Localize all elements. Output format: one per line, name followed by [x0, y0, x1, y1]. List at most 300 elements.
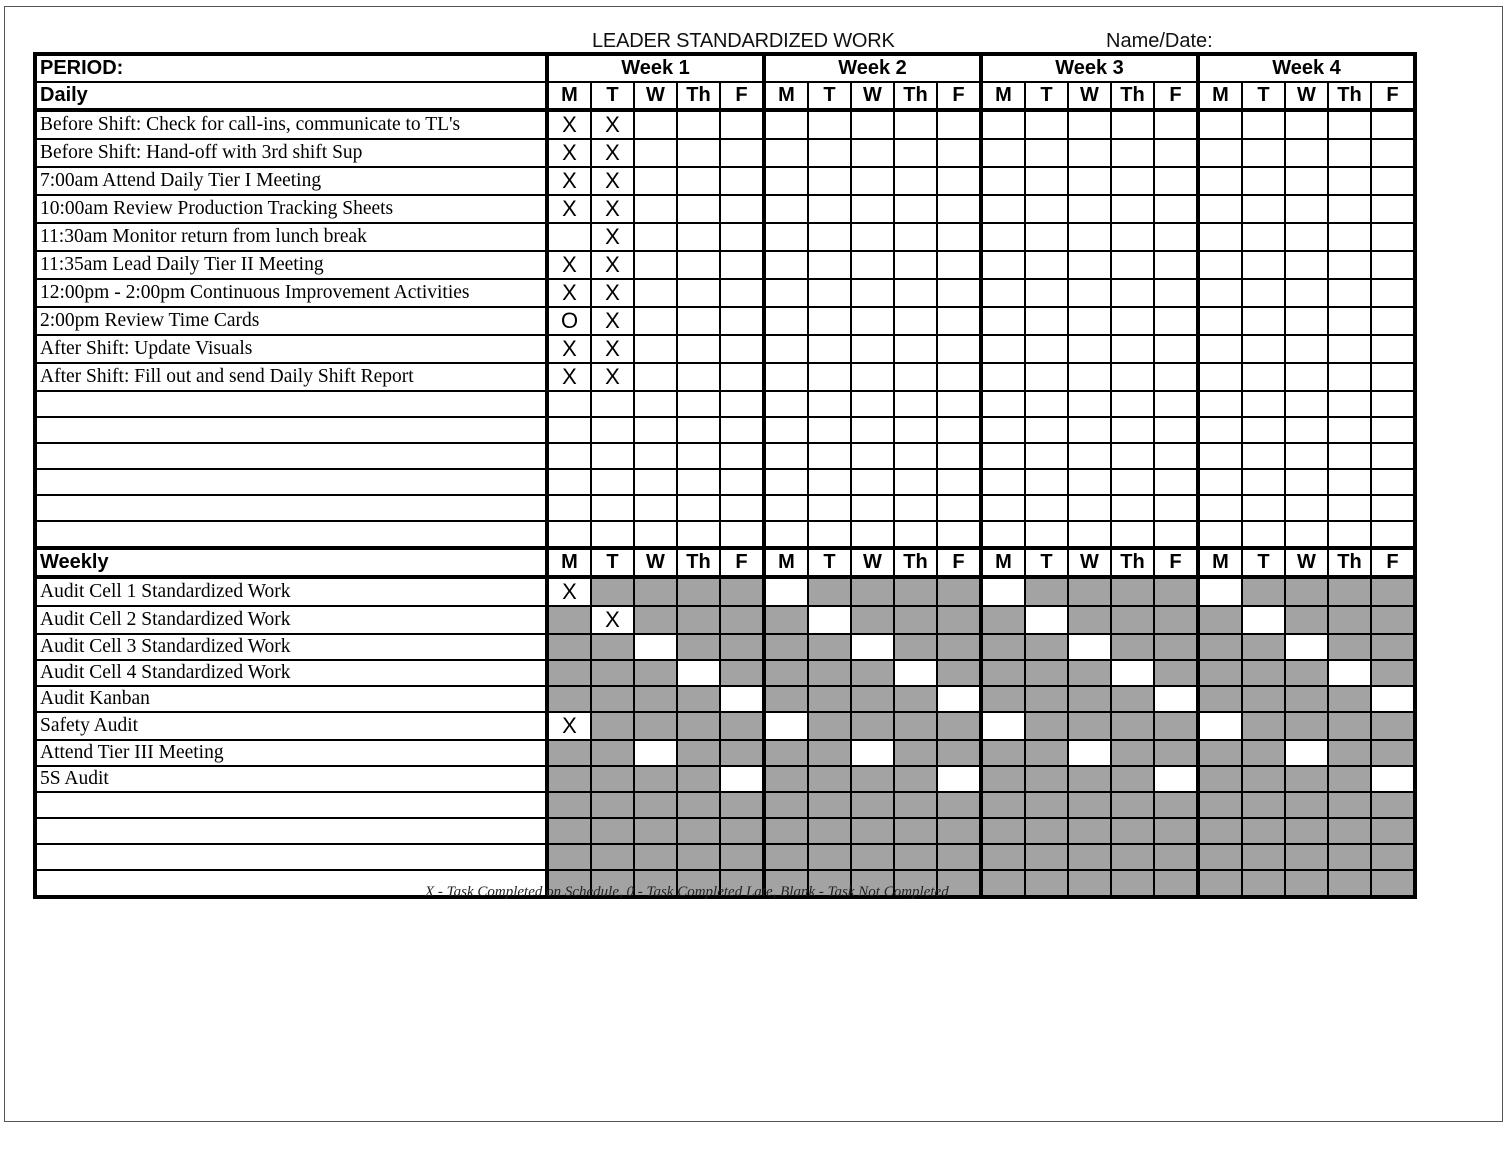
- check-cell[interactable]: [1154, 167, 1198, 195]
- check-cell[interactable]: [547, 686, 591, 712]
- check-cell[interactable]: [547, 391, 591, 417]
- check-cell[interactable]: [937, 443, 981, 469]
- check-cell[interactable]: [981, 335, 1025, 363]
- check-cell[interactable]: [1371, 335, 1415, 363]
- check-cell[interactable]: [1198, 363, 1242, 391]
- check-cell[interactable]: [1068, 577, 1111, 606]
- check-cell[interactable]: [720, 391, 764, 417]
- check-cell[interactable]: [764, 223, 808, 251]
- check-cell[interactable]: [1198, 307, 1242, 335]
- check-cell[interactable]: [1328, 139, 1371, 167]
- check-cell[interactable]: [1285, 195, 1328, 223]
- check-cell[interactable]: [894, 443, 937, 469]
- check-cell[interactable]: [937, 577, 981, 606]
- check-cell[interactable]: [1328, 195, 1371, 223]
- check-cell[interactable]: [1285, 818, 1328, 844]
- check-cell[interactable]: [591, 686, 634, 712]
- check-cell[interactable]: [634, 495, 677, 521]
- check-cell[interactable]: [1198, 417, 1242, 443]
- check-cell[interactable]: X: [547, 363, 591, 391]
- check-cell[interactable]: [1111, 660, 1154, 686]
- check-cell[interactable]: [720, 634, 764, 660]
- check-cell[interactable]: [1371, 577, 1415, 606]
- check-cell[interactable]: [808, 363, 851, 391]
- check-cell[interactable]: [1371, 634, 1415, 660]
- check-cell[interactable]: [1198, 870, 1242, 897]
- check-cell[interactable]: [1111, 870, 1154, 897]
- check-cell[interactable]: [981, 443, 1025, 469]
- check-cell[interactable]: [1371, 363, 1415, 391]
- check-cell[interactable]: [547, 740, 591, 766]
- check-cell[interactable]: [591, 417, 634, 443]
- check-cell[interactable]: [1154, 766, 1198, 792]
- check-cell[interactable]: [1111, 195, 1154, 223]
- check-cell[interactable]: [591, 844, 634, 870]
- check-cell[interactable]: [1025, 279, 1068, 307]
- check-cell[interactable]: [1242, 167, 1285, 195]
- check-cell[interactable]: [591, 634, 634, 660]
- check-cell[interactable]: [720, 818, 764, 844]
- check-cell[interactable]: [981, 279, 1025, 307]
- check-cell[interactable]: [764, 110, 808, 139]
- check-cell[interactable]: [1328, 521, 1371, 548]
- check-cell[interactable]: [677, 167, 720, 195]
- check-cell[interactable]: [634, 443, 677, 469]
- check-cell[interactable]: [937, 417, 981, 443]
- check-cell[interactable]: [677, 577, 720, 606]
- check-cell[interactable]: [981, 307, 1025, 335]
- check-cell[interactable]: [808, 495, 851, 521]
- check-cell[interactable]: [1068, 223, 1111, 251]
- check-cell[interactable]: [851, 223, 894, 251]
- check-cell[interactable]: [851, 443, 894, 469]
- check-cell[interactable]: [1068, 660, 1111, 686]
- check-cell[interactable]: [808, 443, 851, 469]
- check-cell[interactable]: [894, 167, 937, 195]
- check-cell[interactable]: [634, 634, 677, 660]
- check-cell[interactable]: [764, 443, 808, 469]
- check-cell[interactable]: [720, 417, 764, 443]
- check-cell[interactable]: [1198, 521, 1242, 548]
- check-cell[interactable]: [677, 251, 720, 279]
- check-cell[interactable]: [1068, 279, 1111, 307]
- check-cell[interactable]: [1242, 818, 1285, 844]
- check-cell[interactable]: [808, 417, 851, 443]
- check-cell[interactable]: [720, 251, 764, 279]
- check-cell[interactable]: [1198, 167, 1242, 195]
- check-cell[interactable]: [1154, 577, 1198, 606]
- check-cell[interactable]: [1068, 167, 1111, 195]
- check-cell[interactable]: [677, 792, 720, 818]
- check-cell[interactable]: [1025, 766, 1068, 792]
- check-cell[interactable]: [634, 740, 677, 766]
- check-cell[interactable]: [1328, 660, 1371, 686]
- check-cell[interactable]: [1111, 634, 1154, 660]
- check-cell[interactable]: [1154, 307, 1198, 335]
- check-cell[interactable]: [1328, 335, 1371, 363]
- check-cell[interactable]: [1371, 307, 1415, 335]
- check-cell[interactable]: [1328, 417, 1371, 443]
- check-cell[interactable]: [1371, 740, 1415, 766]
- check-cell[interactable]: [894, 363, 937, 391]
- check-cell[interactable]: [1025, 139, 1068, 167]
- check-cell[interactable]: [808, 686, 851, 712]
- check-cell[interactable]: [720, 660, 764, 686]
- check-cell[interactable]: [851, 363, 894, 391]
- check-cell[interactable]: [851, 606, 894, 634]
- check-cell[interactable]: [1328, 606, 1371, 634]
- check-cell[interactable]: [720, 279, 764, 307]
- check-cell[interactable]: X: [547, 139, 591, 167]
- check-cell[interactable]: [591, 792, 634, 818]
- check-cell[interactable]: [1242, 335, 1285, 363]
- check-cell[interactable]: [894, 307, 937, 335]
- check-cell[interactable]: [1154, 712, 1198, 740]
- check-cell[interactable]: [981, 870, 1025, 897]
- check-cell[interactable]: [1111, 307, 1154, 335]
- check-cell[interactable]: [764, 167, 808, 195]
- check-cell[interactable]: [677, 363, 720, 391]
- check-cell[interactable]: [1328, 634, 1371, 660]
- check-cell[interactable]: [634, 766, 677, 792]
- check-cell[interactable]: [1328, 391, 1371, 417]
- check-cell[interactable]: [808, 577, 851, 606]
- check-cell[interactable]: [894, 110, 937, 139]
- check-cell[interactable]: [764, 712, 808, 740]
- check-cell[interactable]: [1111, 686, 1154, 712]
- check-cell[interactable]: [1328, 307, 1371, 335]
- check-cell[interactable]: [634, 167, 677, 195]
- check-cell[interactable]: [1025, 110, 1068, 139]
- check-cell[interactable]: [1371, 195, 1415, 223]
- check-cell[interactable]: [1328, 686, 1371, 712]
- check-cell[interactable]: [1371, 251, 1415, 279]
- check-cell[interactable]: [634, 792, 677, 818]
- check-cell[interactable]: [1111, 363, 1154, 391]
- check-cell[interactable]: [677, 279, 720, 307]
- check-cell[interactable]: [677, 469, 720, 495]
- check-cell[interactable]: [1328, 870, 1371, 897]
- check-cell[interactable]: [720, 521, 764, 548]
- check-cell[interactable]: [1154, 870, 1198, 897]
- check-cell[interactable]: [1328, 818, 1371, 844]
- check-cell[interactable]: [1154, 634, 1198, 660]
- check-cell[interactable]: [1068, 391, 1111, 417]
- check-cell[interactable]: [634, 307, 677, 335]
- check-cell[interactable]: [764, 139, 808, 167]
- check-cell[interactable]: [677, 740, 720, 766]
- check-cell[interactable]: [1111, 469, 1154, 495]
- check-cell[interactable]: [937, 139, 981, 167]
- check-cell[interactable]: [1068, 634, 1111, 660]
- check-cell[interactable]: X: [547, 335, 591, 363]
- check-cell[interactable]: [720, 469, 764, 495]
- check-cell[interactable]: [1068, 521, 1111, 548]
- check-cell[interactable]: [1111, 712, 1154, 740]
- check-cell[interactable]: [634, 139, 677, 167]
- check-cell[interactable]: [1242, 139, 1285, 167]
- check-cell[interactable]: [808, 792, 851, 818]
- check-cell[interactable]: [1154, 279, 1198, 307]
- check-cell[interactable]: [1068, 335, 1111, 363]
- check-cell[interactable]: [851, 577, 894, 606]
- check-cell[interactable]: X: [591, 335, 634, 363]
- check-cell[interactable]: [591, 818, 634, 844]
- check-cell[interactable]: [1111, 521, 1154, 548]
- check-cell[interactable]: [1328, 223, 1371, 251]
- check-cell[interactable]: [764, 634, 808, 660]
- check-cell[interactable]: [808, 634, 851, 660]
- check-cell[interactable]: [1154, 110, 1198, 139]
- check-cell[interactable]: [851, 469, 894, 495]
- check-cell[interactable]: [1068, 606, 1111, 634]
- check-cell[interactable]: [851, 195, 894, 223]
- check-cell[interactable]: [1025, 712, 1068, 740]
- check-cell[interactable]: [677, 844, 720, 870]
- check-cell[interactable]: [937, 495, 981, 521]
- check-cell[interactable]: [1111, 495, 1154, 521]
- check-cell[interactable]: [1198, 740, 1242, 766]
- check-cell[interactable]: [1285, 391, 1328, 417]
- check-cell[interactable]: [764, 792, 808, 818]
- check-cell[interactable]: [1371, 391, 1415, 417]
- check-cell[interactable]: [1328, 577, 1371, 606]
- check-cell[interactable]: [1068, 818, 1111, 844]
- check-cell[interactable]: [1371, 469, 1415, 495]
- check-cell[interactable]: [1111, 844, 1154, 870]
- check-cell[interactable]: [1198, 495, 1242, 521]
- check-cell[interactable]: [1285, 417, 1328, 443]
- check-cell[interactable]: [1371, 167, 1415, 195]
- check-cell[interactable]: [634, 606, 677, 634]
- check-cell[interactable]: [1198, 792, 1242, 818]
- check-cell[interactable]: [937, 660, 981, 686]
- check-cell[interactable]: [1242, 766, 1285, 792]
- check-cell[interactable]: [1328, 766, 1371, 792]
- check-cell[interactable]: [720, 712, 764, 740]
- check-cell[interactable]: X: [591, 307, 634, 335]
- check-cell[interactable]: [894, 844, 937, 870]
- check-cell[interactable]: [764, 660, 808, 686]
- check-cell[interactable]: [851, 279, 894, 307]
- check-cell[interactable]: [547, 792, 591, 818]
- check-cell[interactable]: [1154, 363, 1198, 391]
- check-cell[interactable]: [1154, 417, 1198, 443]
- check-cell[interactable]: X: [547, 110, 591, 139]
- check-cell[interactable]: [547, 521, 591, 548]
- check-cell[interactable]: [808, 251, 851, 279]
- check-cell[interactable]: [1068, 363, 1111, 391]
- check-cell[interactable]: [1154, 469, 1198, 495]
- check-cell[interactable]: [1285, 870, 1328, 897]
- check-cell[interactable]: [1285, 844, 1328, 870]
- check-cell[interactable]: [894, 818, 937, 844]
- check-cell[interactable]: [1198, 766, 1242, 792]
- check-cell[interactable]: [981, 391, 1025, 417]
- check-cell[interactable]: [547, 469, 591, 495]
- check-cell[interactable]: [677, 335, 720, 363]
- check-cell[interactable]: [981, 660, 1025, 686]
- check-cell[interactable]: [1068, 686, 1111, 712]
- check-cell[interactable]: [1025, 195, 1068, 223]
- check-cell[interactable]: [547, 417, 591, 443]
- check-cell[interactable]: [981, 417, 1025, 443]
- check-cell[interactable]: [894, 606, 937, 634]
- check-cell[interactable]: [808, 712, 851, 740]
- check-cell[interactable]: [634, 469, 677, 495]
- check-cell[interactable]: [677, 139, 720, 167]
- check-cell[interactable]: [937, 195, 981, 223]
- check-cell[interactable]: [720, 335, 764, 363]
- check-cell[interactable]: [1242, 279, 1285, 307]
- check-cell[interactable]: [1328, 167, 1371, 195]
- check-cell[interactable]: [1242, 110, 1285, 139]
- check-cell[interactable]: [720, 167, 764, 195]
- check-cell[interactable]: [851, 660, 894, 686]
- check-cell[interactable]: [591, 712, 634, 740]
- check-cell[interactable]: [851, 686, 894, 712]
- check-cell[interactable]: [677, 660, 720, 686]
- check-cell[interactable]: X: [547, 279, 591, 307]
- check-cell[interactable]: [1154, 195, 1198, 223]
- check-cell[interactable]: [1371, 417, 1415, 443]
- check-cell[interactable]: [1242, 577, 1285, 606]
- check-cell[interactable]: [808, 606, 851, 634]
- check-cell[interactable]: [937, 686, 981, 712]
- check-cell[interactable]: [1285, 606, 1328, 634]
- check-cell[interactable]: [1371, 766, 1415, 792]
- check-cell[interactable]: [1068, 307, 1111, 335]
- check-cell[interactable]: [720, 223, 764, 251]
- check-cell[interactable]: [894, 139, 937, 167]
- check-cell[interactable]: [808, 469, 851, 495]
- check-cell[interactable]: [1025, 391, 1068, 417]
- check-cell[interactable]: [720, 110, 764, 139]
- check-cell[interactable]: [1328, 740, 1371, 766]
- check-cell[interactable]: [1242, 251, 1285, 279]
- check-cell[interactable]: [1111, 391, 1154, 417]
- check-cell[interactable]: [591, 740, 634, 766]
- check-cell[interactable]: [547, 223, 591, 251]
- check-cell[interactable]: [851, 335, 894, 363]
- check-cell[interactable]: [981, 139, 1025, 167]
- check-cell[interactable]: [634, 195, 677, 223]
- check-cell[interactable]: [851, 110, 894, 139]
- check-cell[interactable]: [1371, 495, 1415, 521]
- check-cell[interactable]: [634, 844, 677, 870]
- check-cell[interactable]: [1198, 577, 1242, 606]
- check-cell[interactable]: [720, 792, 764, 818]
- check-cell[interactable]: [1111, 577, 1154, 606]
- check-cell[interactable]: [1111, 417, 1154, 443]
- check-cell[interactable]: [1285, 686, 1328, 712]
- check-cell[interactable]: [1111, 740, 1154, 766]
- check-cell[interactable]: [894, 469, 937, 495]
- check-cell[interactable]: [894, 686, 937, 712]
- check-cell[interactable]: [981, 167, 1025, 195]
- check-cell[interactable]: [677, 766, 720, 792]
- check-cell[interactable]: [851, 139, 894, 167]
- check-cell[interactable]: [937, 740, 981, 766]
- check-cell[interactable]: [851, 766, 894, 792]
- check-cell[interactable]: [1242, 740, 1285, 766]
- check-cell[interactable]: [808, 844, 851, 870]
- check-cell[interactable]: [1242, 495, 1285, 521]
- check-cell[interactable]: [677, 686, 720, 712]
- check-cell[interactable]: [937, 469, 981, 495]
- check-cell[interactable]: [1154, 660, 1198, 686]
- check-cell[interactable]: [981, 844, 1025, 870]
- check-cell[interactable]: [1242, 417, 1285, 443]
- check-cell[interactable]: [634, 251, 677, 279]
- check-cell[interactable]: [1328, 110, 1371, 139]
- check-cell[interactable]: [1111, 792, 1154, 818]
- check-cell[interactable]: [1068, 495, 1111, 521]
- check-cell[interactable]: [1285, 577, 1328, 606]
- check-cell[interactable]: [808, 521, 851, 548]
- check-cell[interactable]: [1371, 686, 1415, 712]
- check-cell[interactable]: [764, 766, 808, 792]
- check-cell[interactable]: [981, 521, 1025, 548]
- check-cell[interactable]: [1328, 844, 1371, 870]
- check-cell[interactable]: [1328, 792, 1371, 818]
- check-cell[interactable]: [634, 335, 677, 363]
- check-cell[interactable]: [894, 577, 937, 606]
- check-cell[interactable]: [1025, 818, 1068, 844]
- check-cell[interactable]: [894, 660, 937, 686]
- check-cell[interactable]: [677, 495, 720, 521]
- check-cell[interactable]: [1198, 818, 1242, 844]
- check-cell[interactable]: [1198, 279, 1242, 307]
- check-cell[interactable]: [851, 634, 894, 660]
- check-cell[interactable]: [1285, 495, 1328, 521]
- check-cell[interactable]: [677, 818, 720, 844]
- check-cell[interactable]: [1371, 223, 1415, 251]
- check-cell[interactable]: [1242, 521, 1285, 548]
- check-cell[interactable]: [1154, 251, 1198, 279]
- check-cell[interactable]: [764, 844, 808, 870]
- check-cell[interactable]: [1285, 469, 1328, 495]
- check-cell[interactable]: [634, 279, 677, 307]
- check-cell[interactable]: [764, 521, 808, 548]
- check-cell[interactable]: [634, 223, 677, 251]
- check-cell[interactable]: [1242, 195, 1285, 223]
- check-cell[interactable]: [1242, 634, 1285, 660]
- check-cell[interactable]: [808, 195, 851, 223]
- check-cell[interactable]: [634, 577, 677, 606]
- check-cell[interactable]: [1154, 335, 1198, 363]
- check-cell[interactable]: [1111, 251, 1154, 279]
- check-cell[interactable]: [808, 766, 851, 792]
- check-cell[interactable]: [764, 251, 808, 279]
- check-cell[interactable]: [1068, 766, 1111, 792]
- check-cell[interactable]: [1285, 110, 1328, 139]
- check-cell[interactable]: [808, 660, 851, 686]
- check-cell[interactable]: X: [591, 251, 634, 279]
- check-cell[interactable]: [1154, 139, 1198, 167]
- check-cell[interactable]: [764, 363, 808, 391]
- check-cell[interactable]: [677, 195, 720, 223]
- check-cell[interactable]: [1198, 634, 1242, 660]
- check-cell[interactable]: [677, 606, 720, 634]
- check-cell[interactable]: [1328, 251, 1371, 279]
- check-cell[interactable]: [634, 712, 677, 740]
- check-cell[interactable]: O: [547, 307, 591, 335]
- check-cell[interactable]: [1198, 844, 1242, 870]
- check-cell[interactable]: [1111, 279, 1154, 307]
- check-cell[interactable]: [851, 391, 894, 417]
- check-cell[interactable]: [981, 686, 1025, 712]
